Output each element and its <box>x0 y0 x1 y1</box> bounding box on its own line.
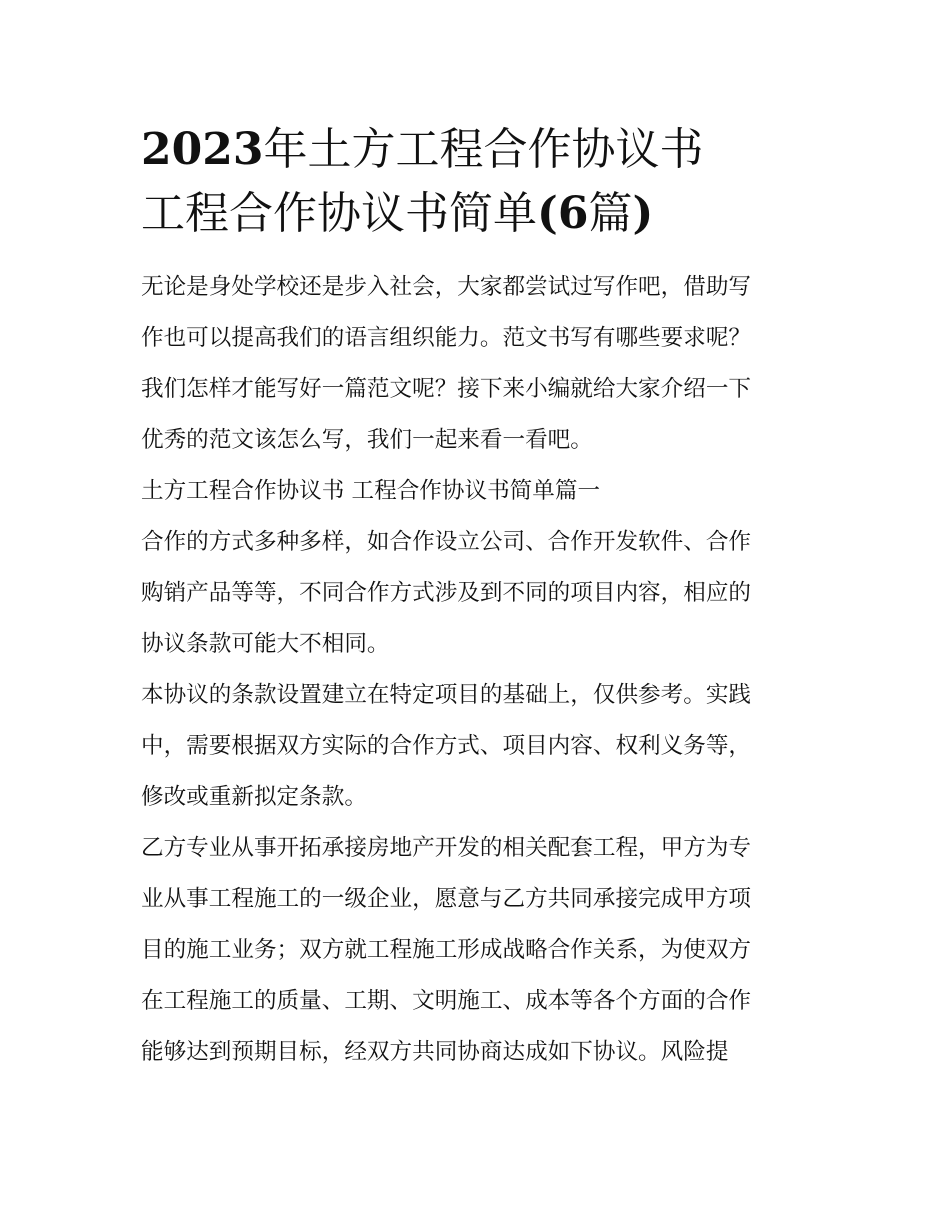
paragraph-line: 本协议的条款设置建立在特定项目的基础上，仅供参考。实践 <box>141 682 752 708</box>
section-heading-text: 土方工程合作协议书 工程合作协议书简单篇一 <box>141 478 601 504</box>
title-line-2-text: 工程合作协议书简单 <box>141 188 537 239</box>
title-line-1-text: 年土方工程合作协议书 <box>263 124 704 175</box>
paragraph-line: 无论是身处学校还是步入社会，大家都尝试过写作吧，借助写 <box>141 274 752 300</box>
document-page <box>141 118 813 1078</box>
title-line-2 <box>141 182 813 246</box>
paragraph-line: 修改或重新拟定条款。 <box>141 784 367 810</box>
paragraph-line: 作也可以提高我们的语言组织能力。范文书写有哪些要求呢？ <box>141 325 752 351</box>
intro-paragraph <box>141 262 813 466</box>
paragraph-line: 业从事工程施工的一级企业，愿意与乙方共同承接完成甲方项 <box>141 886 752 912</box>
paragraph-line: 合作的方式多种多样，如合作设立公司、合作开发软件、合作 <box>141 529 752 555</box>
body-paragraph <box>141 670 813 823</box>
section-heading <box>141 466 813 517</box>
document-title <box>141 118 813 246</box>
paragraph-line: 乙方专业从事开拓承接房地产开发的相关配套工程，甲方为专 <box>141 835 752 861</box>
title-count-unit: 篇 <box>588 188 633 239</box>
title-line-1 <box>141 118 813 182</box>
body-paragraph <box>141 517 813 670</box>
paragraph-line: 目的施工业务；双方就工程施工形成战略合作关系，为使双方 <box>141 937 752 963</box>
title-year: 2023 <box>141 124 264 175</box>
title-count: (6 <box>537 188 589 239</box>
paragraph-line: 能够达到预期目标，经双方共同协商达成如下协议。风险提 <box>141 1039 729 1065</box>
paragraph-line: 优秀的范文该怎么写，我们一起来看一看吧。 <box>141 427 593 453</box>
body-paragraph <box>141 823 813 1078</box>
paragraph-line: 在工程施工的质量、工期、文明施工、成本等各个方面的合作 <box>141 988 752 1014</box>
paragraph-line: 我们怎样才能写好一篇范文呢？接下来小编就给大家介绍一下 <box>141 376 752 402</box>
paragraph-line: 协议条款可能大不相同。 <box>141 631 390 657</box>
paragraph-line: 中，需要根据双方实际的合作方式、项目内容、权利义务等， <box>141 733 752 759</box>
title-close-paren: ) <box>632 188 654 239</box>
document-body <box>141 262 813 1078</box>
paragraph-line: 购销产品等等，不同合作方式涉及到不同的项目内容，相应的 <box>141 580 752 606</box>
